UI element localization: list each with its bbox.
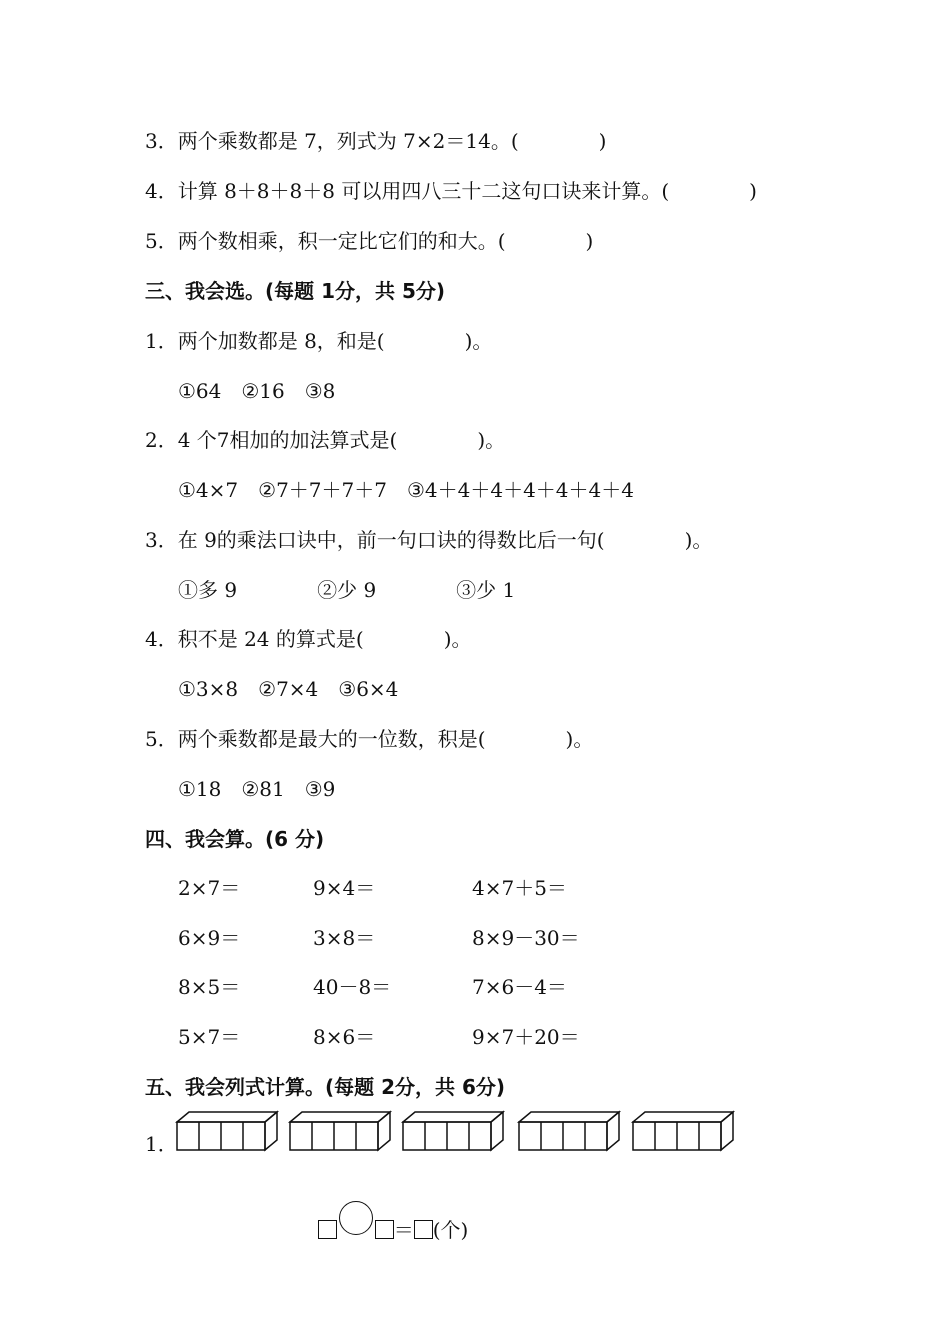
judge-q3: 3．两个乘数都是 7，列式为 7×2＝14。( ) <box>145 129 607 153</box>
judge-q5: 5．两个数相乘，积一定比它们的和大。( ) <box>145 229 594 253</box>
calc-r1c2: 8×9－30＝ <box>472 926 580 950</box>
list-calc-q1-number: 1． <box>145 1132 178 1156</box>
calc-r0c0: 2×7＝ <box>178 876 241 900</box>
blank-square-answer[interactable] <box>414 1220 433 1239</box>
box-groups-illustration <box>175 1110 745 1154</box>
blank-square-1[interactable] <box>318 1220 337 1239</box>
section3-title: 三、我会选。(每题 1分，共 5分) <box>145 279 446 303</box>
blank-square-2[interactable] <box>375 1220 394 1239</box>
choice-q3: 3．在 9的乘法口诀中，前一句口诀的得数比后一句( )。 <box>145 528 713 552</box>
box-group-1 <box>177 1112 277 1150</box>
equals-sign: ＝ <box>393 1218 414 1242</box>
choice-q5-options: ①18 ②81 ③9 <box>178 777 336 801</box>
calc-r3c2: 9×7＋20＝ <box>472 1025 580 1049</box>
choice-q1: 1．两个加数都是 8，和是( )。 <box>145 329 493 353</box>
choice-q3-options: ①多 9 ②少 9 ③少 1 <box>178 578 516 602</box>
calc-r3c1: 8×6＝ <box>313 1025 376 1049</box>
section4-title: 四、我会算。(6 分) <box>145 827 325 851</box>
box-group-4 <box>519 1112 619 1150</box>
calc-r2c1: 40－8＝ <box>313 975 392 999</box>
choice-q1-options: ①64 ②16 ③8 <box>178 379 336 403</box>
choice-q2: 2．4 个7相加的加法算式是( )。 <box>145 428 506 452</box>
choice-q4: 4．积不是 24 的算式是( )。 <box>145 627 472 651</box>
calc-r2c2: 7×6－4＝ <box>472 975 567 999</box>
calc-r0c1: 9×4＝ <box>313 876 376 900</box>
choice-q4-options: ①3×8 ②7×4 ③6×4 <box>178 677 399 701</box>
judge-q4: 4．计算 8＋8＋8＋8 可以用四八三十二这句口诀来计算。( ) <box>145 179 757 203</box>
choice-q5: 5．两个乘数都是最大的一位数，积是( )。 <box>145 727 594 751</box>
choice-q2-options: ①4×7 ②7＋7＋7＋7 ③4＋4＋4＋4＋4＋4＋4 <box>178 478 634 502</box>
unit-label: (个) <box>432 1218 469 1242</box>
section5-title: 五、我会列式计算。(每题 2分，共 6分) <box>145 1075 506 1099</box>
operator-circle[interactable] <box>339 1201 373 1235</box>
calc-r3c0: 5×7＝ <box>178 1025 241 1049</box>
calc-r2c0: 8×5＝ <box>178 975 241 999</box>
box-group-3 <box>403 1112 503 1150</box>
calc-r1c1: 3×8＝ <box>313 926 376 950</box>
box-group-2 <box>290 1112 390 1150</box>
box-group-5 <box>633 1112 733 1150</box>
answer-equation <box>305 1175 468 1243</box>
calc-r0c2: 4×7＋5＝ <box>472 876 567 900</box>
calc-r1c0: 6×9＝ <box>178 926 241 950</box>
